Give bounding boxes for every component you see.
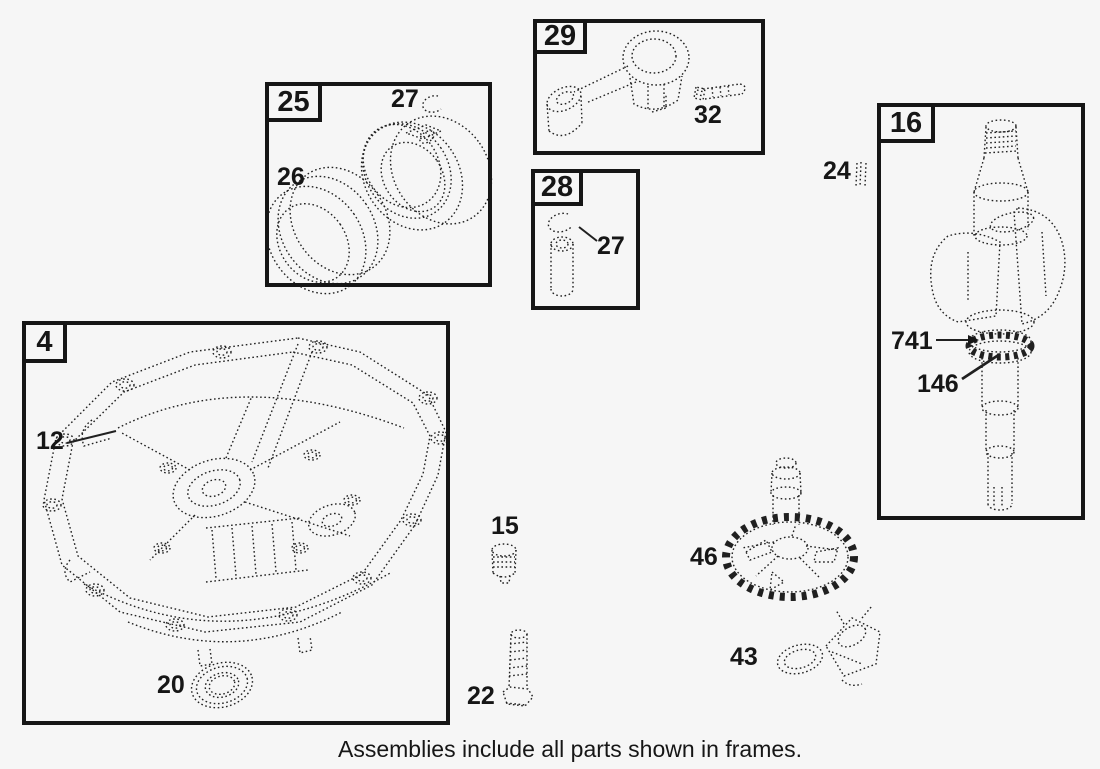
part-label-12: 12 — [36, 427, 64, 455]
frame-29-number: 29 — [533, 19, 587, 54]
diagram-caption: Assemblies include all parts shown in frames. — [338, 736, 803, 762]
part-label-46: 46 — [690, 543, 718, 571]
frame-25-number: 25 — [265, 82, 322, 122]
part-label-741: 741 — [891, 327, 933, 355]
frame-16 — [877, 103, 1085, 520]
part-label-27b: 27 — [597, 232, 625, 260]
frame-16-number: 16 — [877, 103, 935, 143]
frame-28-number: 28 — [531, 169, 583, 206]
frame-4 — [22, 321, 450, 725]
part-label-27a: 27 — [391, 85, 419, 113]
frame-29 — [533, 19, 765, 155]
frame-4-number: 4 — [22, 321, 67, 363]
oil-pump-drawing — [774, 606, 880, 685]
part-label-146: 146 — [917, 370, 959, 398]
part-label-22: 22 — [467, 682, 495, 710]
part-label-20: 20 — [157, 671, 185, 699]
oil-plug-drawing — [492, 544, 516, 583]
part-label-43: 43 — [730, 643, 758, 671]
part-label-15: 15 — [491, 512, 519, 540]
part-label-24: 24 — [823, 157, 851, 185]
crankshaft-key-drawing — [856, 162, 866, 187]
sump-bolt-drawing — [503, 630, 533, 706]
part-label-26: 26 — [277, 163, 305, 191]
part-label-32: 32 — [694, 101, 722, 129]
camshaft-gear-drawing — [726, 458, 854, 597]
